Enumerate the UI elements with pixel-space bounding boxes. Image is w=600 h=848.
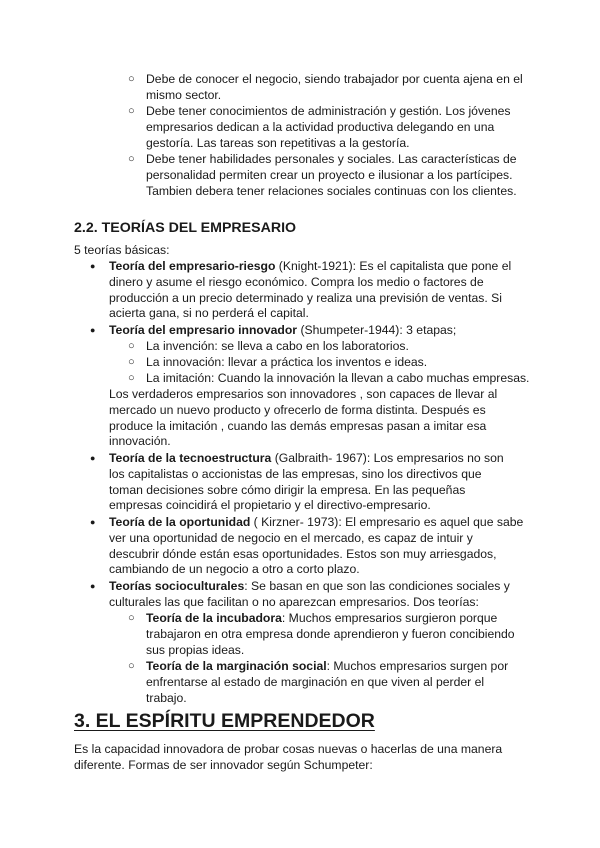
disc-bullet-icon: ● xyxy=(90,517,96,527)
theory-description: (Galbraith- 1967): Los empresarios no son los capitalistas o accionistas de las empresas, sino los directivos que toman decisiones sobre cómo dirigir la empresa. En las pequeñas empresas coincidirá el propietario y el directivo-empresario. xyxy=(109,451,504,513)
stage-text: La invención: se lleva a cabo en los laboratorios. xyxy=(146,339,409,353)
circle-bullet-icon: ○ xyxy=(128,612,135,624)
list-item xyxy=(128,152,528,199)
circle-bullet-icon: ○ xyxy=(128,73,135,85)
theory-continuation: Los verdaderos empresarios son innovadores , son capaces de llevar al mercado un nuevo producto y ofrecerlo de forma distinta. Después es produce la imitación , cuando las demás empresas pasan a imitar esa innovación. xyxy=(109,387,498,449)
theory-term: Teoría del empresario innovador xyxy=(109,323,298,337)
list-item xyxy=(128,104,528,151)
disc-bullet-icon: ● xyxy=(90,581,96,591)
list-item-text: Debe tener habilidades personales y sociales. Las características de personalidad permiten crear un proyecto e ilusionar a los partícipes. Tambien debera tener relaciones sociales continuas con los clientes. xyxy=(146,152,517,198)
stage-item xyxy=(128,355,538,371)
subtheory-description: : Muchos empresarios surgieron porque trabajaron en otra empresa donde aprendieron y fueron concibiendo sus propias ideas. xyxy=(146,611,515,657)
theory-item xyxy=(90,451,516,514)
stage-text: La innovación: llevar a práctica los inventos e ideas. xyxy=(146,355,428,369)
circle-bullet-icon: ○ xyxy=(128,105,135,117)
theory-item xyxy=(90,515,526,578)
theory-term: Teorías socioculturales xyxy=(109,579,245,593)
theory-description: (Shumpeter-1944): 3 etapas; xyxy=(297,323,457,337)
subtheory-text xyxy=(146,611,524,658)
subtheory-item xyxy=(128,611,524,658)
theory-text xyxy=(109,451,516,514)
disc-bullet-icon: ● xyxy=(90,325,96,335)
intro-text: 5 teorías básicas: xyxy=(74,243,170,257)
stage-item xyxy=(128,371,538,387)
theory-term: Teoría de la tecnoestructura xyxy=(109,451,272,465)
theory-item xyxy=(90,323,516,339)
disc-bullet-icon: ● xyxy=(90,261,96,271)
theory-item xyxy=(90,579,516,611)
theory-text xyxy=(109,259,516,322)
stage-text: La imitación: Cuando la innovación la llevan a cabo muchas empresas. xyxy=(146,371,530,385)
theory-item xyxy=(90,259,516,322)
theory-text xyxy=(109,515,526,578)
subtheory-item xyxy=(128,659,528,706)
chapter-heading: 3. EL ESPÍRITU EMPRENDEDOR xyxy=(74,710,375,732)
circle-bullet-icon: ○ xyxy=(128,153,135,165)
paragraph: Es la capacidad innovadora de probar cosas nuevas o hacerlas de una manera diferente. Formas de ser innovador según Schumpeter: xyxy=(74,742,503,772)
theory-term: Teoría del empresario-riesgo xyxy=(109,259,276,273)
circle-bullet-icon: ○ xyxy=(128,340,135,352)
theory-description: : Se basan en que son las condiciones sociales y culturales las que facilitan o no aparezcan empresarios. Dos teorías: xyxy=(109,579,510,609)
section-heading: 2.2. TEORÍAS DEL EMPRESARIO xyxy=(74,220,297,236)
disc-bullet-icon: ● xyxy=(90,453,96,463)
subtheory-description: : Muchos empresarios surgen por enfrentarse al estado de marginación en que viven al perder el trabajo. xyxy=(146,659,509,705)
theory-description: ( Kirzner- 1973): El empresario es aquel que sabe ver una oportunidad de negocio en el mercado, es capaz de intuir y descubrir dónde están esas oportunidades. Estos son muy arriesgados, cambiando de un negocio a otro a corto plazo. xyxy=(109,515,524,577)
list-item-text: Debe tener conocimientos de administración y gestión. Los jóvenes empresarios dedican a la actividad productiva delegando en una gestoría. Las tareas son repetitivas a la gestoría. xyxy=(146,104,511,150)
subtheory-term: Teoría de la marginación social xyxy=(146,659,327,673)
stage-item xyxy=(128,339,538,355)
theory-term: Teoría de la oportunidad xyxy=(109,515,251,529)
list-item xyxy=(128,72,528,104)
theory-text xyxy=(109,323,516,339)
theory-text xyxy=(109,579,516,611)
subtheory-term: Teoría de la incubadora xyxy=(146,611,282,625)
list-item-text: Debe de conocer el negocio, siendo trabajador por cuenta ajena en el mismo sector. xyxy=(146,72,523,102)
circle-bullet-icon: ○ xyxy=(128,660,135,672)
theory-description: (Knight-1921): Es el capitalista que pone el dinero y asume el riesgo económico. Compra los medio o factores de producción a un precio determinado y realiza una previsión de ventas. Si acierta gana, si no perderá el capital. xyxy=(109,259,512,321)
subtheory-text xyxy=(146,659,528,706)
circle-bullet-icon: ○ xyxy=(128,372,135,384)
circle-bullet-icon: ○ xyxy=(128,356,135,368)
